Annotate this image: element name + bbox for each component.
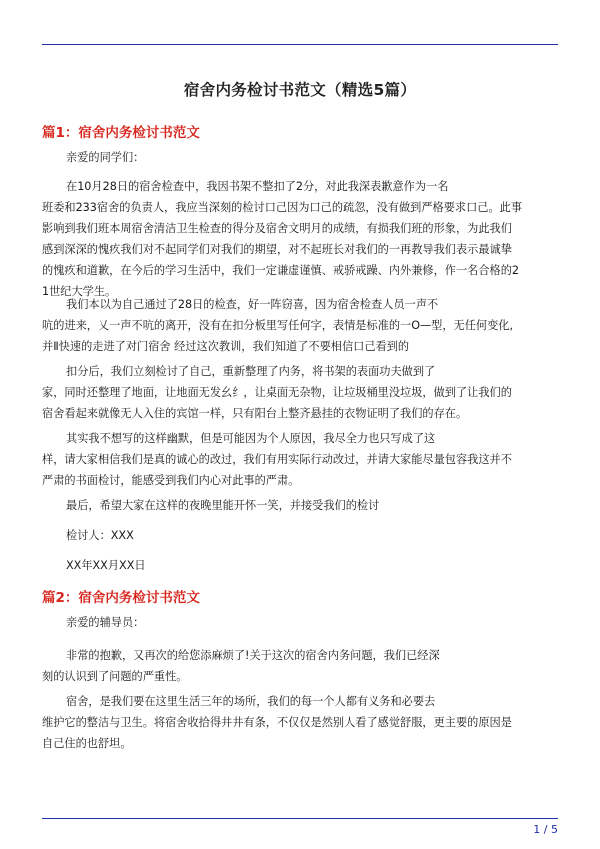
paragraph-line: 家，同时还整理了地面，让地面无发幺纟，让桌面无杂物，让垃圾桶里没垃圾，做到了让我们的 bbox=[42, 386, 512, 399]
signer-line: 检讨人：XXX bbox=[66, 529, 134, 542]
salutation-line: 亲爱的同学们： bbox=[66, 151, 145, 164]
page-number: 1 / 5 bbox=[533, 823, 558, 836]
closing-line: 最后，希望大家在这样的夜晚里能开怀一笑，并接受我们的检讨 bbox=[66, 499, 380, 512]
section-2-paragraph-1 bbox=[42, 645, 558, 687]
paragraph-line: 的愧疚和道歉，在今后的学习生活中，我们一定谦虚谨慎、戒骄戒躁、内外兼修，作一名合格的2 bbox=[42, 264, 519, 277]
section-1-closing bbox=[42, 495, 558, 516]
paragraph-line: 其实我不想写的这样幽默，但是可能因为个人原因，我尽全力也只写成了这 bbox=[66, 432, 436, 445]
paragraph-line: 感到深深的愧疚我们对不起同学们对我们的期望，对不起班长对我们的一再教导我们表示最诚挚 bbox=[42, 243, 512, 256]
header-rule bbox=[42, 44, 558, 45]
section-1-heading: 篇1：宿舍内务检讨书范文 bbox=[42, 125, 200, 141]
paragraph-line: 刻的认识到了问题的严重性。 bbox=[42, 670, 188, 683]
paragraph-line: 宿舍看起来就像无人入住的宾馆一样，只有阳台上整齐悬挂的衣物证明了我们的存在。 bbox=[42, 407, 468, 420]
paragraph-line: 班委和233宿舍的负责人，我应当深刻的检讨口己因为口己的疏忽，没有做到严格要求口己。此事 bbox=[42, 201, 523, 214]
footer-rule bbox=[42, 818, 558, 819]
document-title: 宿舍内务检讨书范文（精选5篇） bbox=[183, 81, 417, 99]
paragraph-line: 维护它的整洁与卫生。将宿舍收拾得井井有条，不仅仅是然别人看了感觉舒服，更主要的原因是 bbox=[42, 716, 512, 729]
paragraph-line: 严肃的书面检讨，能感受到我们内心对此事的严肃。 bbox=[42, 474, 300, 487]
paragraph-line: 非常的抱歉，又再次的给您添麻烦了!关于这次的宿舍内务问题，我们已经深 bbox=[66, 649, 440, 662]
paragraph-line: 在10月28日的宿舍检查中，我因书架不整扣了2分，对此我深表歉意作为一名 bbox=[66, 180, 449, 193]
paragraph-line: 影响到我们班本周宿舍清洁卫生检查的得分及宿舍文明月的成绩，有损我们班的形象，为此我们 bbox=[42, 222, 512, 235]
section-2-paragraph-2 bbox=[42, 691, 558, 754]
paragraph-line: 扣分后，我们立刻检讨了自己，重新整理了内务，将书架的表面功夫做到了 bbox=[66, 365, 436, 378]
section-1-date bbox=[42, 555, 558, 576]
paragraph-line: 1世纪大学生。 bbox=[42, 285, 117, 298]
paragraph-line: 自己住的也舒坦。 bbox=[42, 737, 132, 750]
section-2-salutation bbox=[42, 612, 558, 633]
salutation-line: 亲爱的辅导员： bbox=[66, 616, 145, 629]
section-1-paragraph-4 bbox=[42, 428, 558, 491]
section-2-heading: 篇2：宿舍内务检讨书范文 bbox=[42, 590, 200, 606]
date-line: XX年XX月XX日 bbox=[66, 559, 146, 572]
section-1-paragraph-2 bbox=[42, 294, 558, 357]
section-1-signer bbox=[42, 525, 558, 546]
paragraph-line: 我们本以为自己通过了28日的检查，好一阵窃喜，因为宿舍检查人员一声不 bbox=[66, 298, 439, 311]
section-1-salutation bbox=[42, 147, 558, 168]
section-1-paragraph-1 bbox=[42, 176, 558, 302]
paragraph-line: 样，请大家相信我们是真的诚心的改过，我们有用实际行动改过，并请大家能尽量包容我这并不 bbox=[42, 453, 512, 466]
paragraph-line: 宿舍，是我们要在这里生活三年的场所，我们的每一个人都有义务和必要去 bbox=[66, 695, 436, 708]
section-1-paragraph-3 bbox=[42, 361, 558, 424]
paragraph-line: 吭的进来，乂一声不吭的离开，没有在扣分板里写任何字，表情是标准的一O—型，无任何变化, bbox=[42, 319, 514, 332]
paragraph-line: 并Ⅱ快速的走进了对门宿舍 经过这次教训，我们知道了不要相信口己看到的 bbox=[42, 340, 410, 353]
